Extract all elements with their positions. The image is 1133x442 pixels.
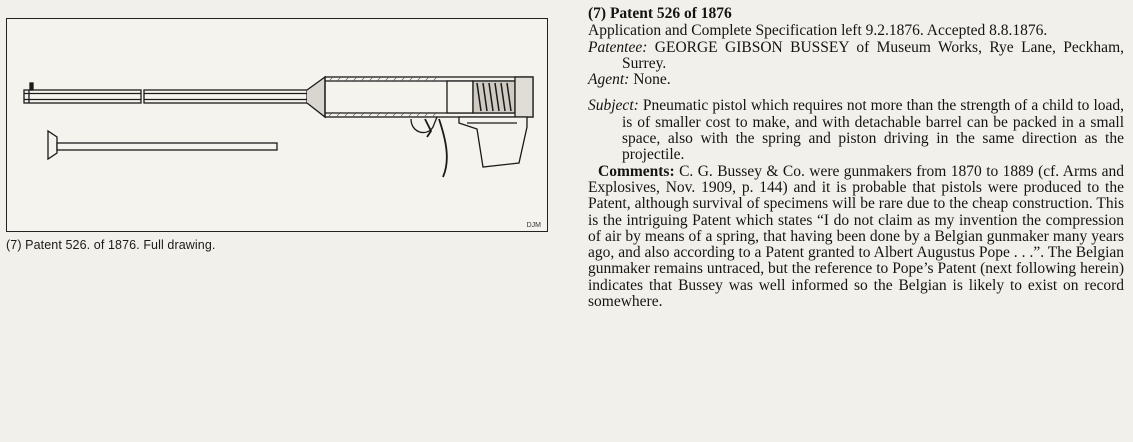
trigger xyxy=(425,119,431,137)
patentee-label: Patentee: xyxy=(588,38,648,56)
comments-value: C. G. Bussey & Co. were gunmakers from 1870 to 1889 (cf. Arms and Explosives, Nov. 1909, p. 144) and it is probable that pistols were produced to the Patent, although survival of specimens will be rare due to the cheap construction. This is the intriguing Patent which states “I do not claim as my invention the compression of air by means of a spring, that having been done by a Belgian gunmaker many years ago, and also according to a Patent granted to Albert Augustus Pope . . .”. The Belgian gunmaker remains untraced, but the reference to Pope’s Patent (next following herein) indicates that Bussey was well informed so the Belgian is likely to exist on record somewhere. xyxy=(588,162,1125,311)
patent-heading: (7) Patent 526 of 1876 xyxy=(588,5,732,22)
comments-label: Comments: xyxy=(598,162,675,180)
grip xyxy=(459,117,527,167)
application-line: Application and Complete Specification left 9.2.1876. Accepted 8.8.1876. xyxy=(588,22,1048,40)
subject-label: Subject: xyxy=(588,97,639,115)
artist-initials: DJM xyxy=(526,222,541,229)
subject-value: Pneumatic pistol which requires not more than the strength of a child to load, is of smaller cost to make, and with detachable barrel can be packed in a small space, also with the spring and piston driving in the same direction as the projectile. xyxy=(622,97,1125,164)
trigger-guard xyxy=(411,117,437,133)
figure-frame xyxy=(6,18,548,232)
patentee-value: GEORGE GIBSON BUSSEY of Museum Works, Rye Lane, Peckham, Surrey. xyxy=(622,38,1124,72)
front-sight xyxy=(30,83,33,90)
figure-caption: (7) Patent 526. of 1876. Full drawing. xyxy=(6,238,216,252)
loading-rod xyxy=(48,131,277,159)
patent-text xyxy=(588,6,1124,310)
patentee-line xyxy=(588,40,1124,73)
agent-line xyxy=(588,72,1124,88)
cylinder-cone xyxy=(307,77,325,117)
agent-label: Agent: xyxy=(588,71,630,89)
cocking-lever xyxy=(439,119,447,177)
cylinder-body xyxy=(325,77,533,117)
barrel-front xyxy=(24,90,141,103)
barrel-rear xyxy=(144,90,307,103)
agent-value: None. xyxy=(633,71,671,89)
comments-paragraph xyxy=(588,164,1124,311)
subject-line xyxy=(588,98,1124,163)
pistol-drawing xyxy=(7,19,547,231)
